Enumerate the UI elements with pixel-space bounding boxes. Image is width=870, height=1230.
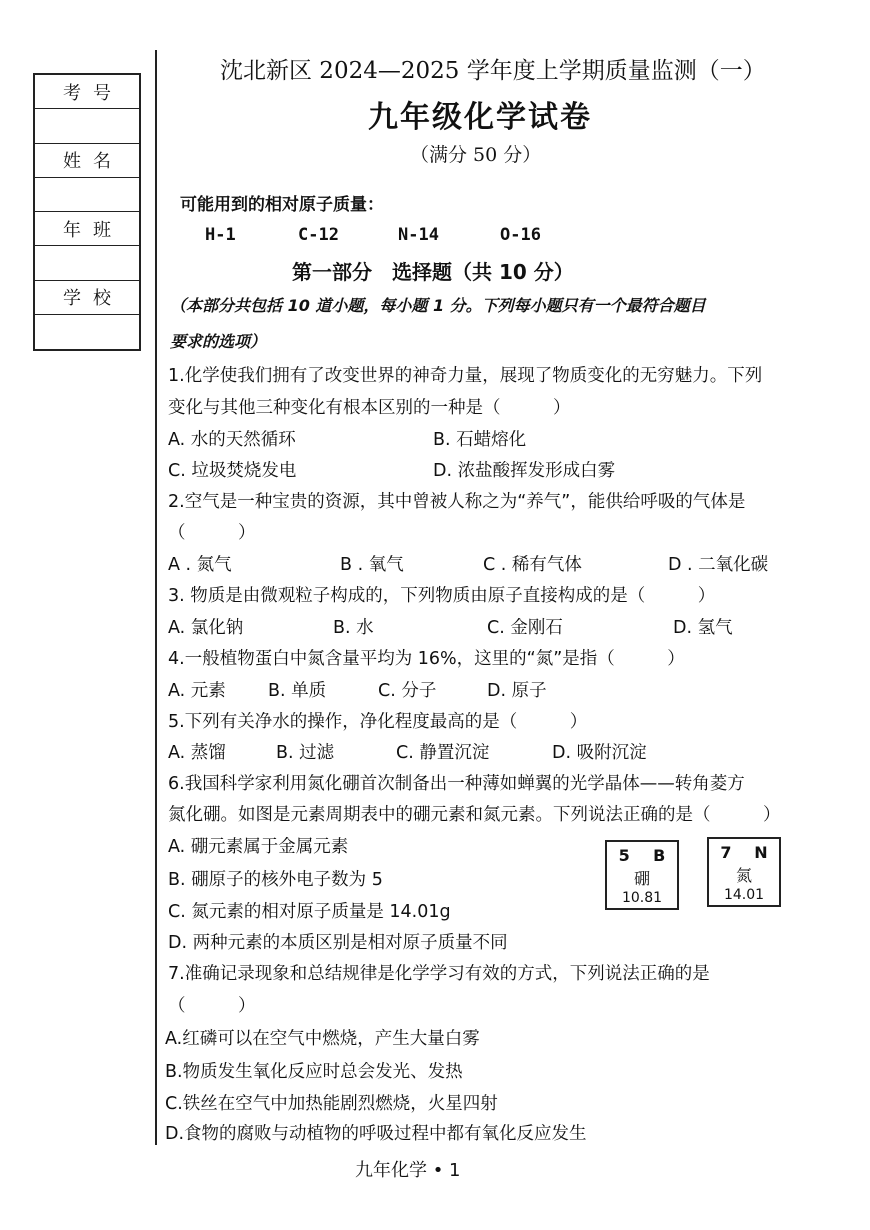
full-score: （满分 50 分） xyxy=(410,144,542,166)
name-label: 姓名 xyxy=(35,144,139,178)
part1-note-line1: （本部分共包括 10 道小题，每小题 1 分。下列每小题只有一个最符合题目 xyxy=(170,296,706,315)
atomic-mass-n: N-14 xyxy=(398,225,439,245)
q5-option-a: A. 蒸馏 xyxy=(168,743,226,763)
nitrogen-symbol: N xyxy=(754,843,768,862)
exam-title: 沈北新区 2024—2025 学年度上学期质量监测（一） xyxy=(220,58,766,84)
nitrogen-mass: 14.01 xyxy=(723,887,765,903)
atomic-mass-o: O-16 xyxy=(500,225,541,245)
part1-title: 第一部分 选择题（共 10 分） xyxy=(292,260,574,284)
exam-number-label: 考号 xyxy=(35,75,139,109)
q1-stem-line1: 1.化学使我们拥有了改变世界的神奇力量，展现了物质变化的无穷魅力。下列 xyxy=(168,366,763,386)
q4-option-a: A. 元素 xyxy=(168,681,226,701)
q7-stem-line1: 7.准确记录现象和总结规律是化学学习有效的方式，下列说法正确的是 xyxy=(168,964,710,984)
class-label: 年班 xyxy=(35,212,139,246)
student-info-box xyxy=(33,73,141,351)
q4-option-c: C. 分子 xyxy=(378,681,437,701)
boron-name: 硼 xyxy=(633,869,650,888)
q1-option-b: B. 石蜡熔化 xyxy=(433,430,527,450)
q7-option-d: D.食物的腐败与动植物的呼吸过程中都有氧化反应发生 xyxy=(165,1124,587,1144)
q6-stem-line2: 氮化硼。如图是元素周期表中的硼元素和氮元素。下列说法正确的是（ ） xyxy=(168,805,781,825)
q7-option-b: B.物质发生氧化反应时总会发光、发热 xyxy=(165,1062,463,1082)
binding-line xyxy=(155,50,157,1145)
q2-option-c: C . 稀有气体 xyxy=(483,555,582,575)
q7-option-c: C.铁丝在空气中加热能剧烈燃烧，火星四射 xyxy=(165,1094,498,1114)
q6-option-c: C. 氮元素的相对原子质量是 14.01g xyxy=(168,902,451,922)
q4-option-b: B. 单质 xyxy=(268,681,327,701)
q3-option-c: C. 金刚石 xyxy=(487,618,563,638)
q2-option-a: A . 氮气 xyxy=(168,555,232,575)
page-footer: 九年化学 • 1 xyxy=(355,1160,461,1181)
q6-stem-line1: 6.我国科学家利用氮化硼首次制备出一种薄如蝉翼的光学晶体——转角菱方 xyxy=(168,774,745,794)
q5-stem: 5.下列有关净水的操作，净化程度最高的是（ ） xyxy=(168,712,588,732)
q1-stem-line2: 变化与其他三种变化有根本区别的一种是（ ） xyxy=(168,398,571,418)
q4-stem: 4.一般植物蛋白中氮含量平均为 16%，这里的“氮”是指（ ） xyxy=(168,649,685,669)
q5-option-d: D. 吸附沉淀 xyxy=(552,743,647,763)
q2-option-d: D . 二氧化碳 xyxy=(668,555,769,575)
atomic-mass-label: 可能用到的相对原子质量： xyxy=(180,195,384,215)
q1-option-c: C. 垃圾焚烧发电 xyxy=(168,461,297,481)
q3-option-b: B. 水 xyxy=(333,618,374,638)
nitrogen-atomic-number: 7 xyxy=(720,843,732,862)
q6-option-a: A. 硼元素属于金属元素 xyxy=(168,837,349,857)
q1-option-d: D. 浓盐酸挥发形成白雾 xyxy=(433,461,616,481)
exam-subtitle: 九年级化学试卷 xyxy=(368,100,592,135)
nitrogen-name: 氮 xyxy=(735,866,752,885)
boron-symbol: B xyxy=(653,846,666,865)
q2-stem-line1: 2.空气是一种宝贵的资源，其中曾被人称之为“养气”，能供给呼吸的气体是 xyxy=(168,492,746,512)
q3-stem: 3. 物质是由微观粒子构成的，下列物质由原子直接构成的是（ ） xyxy=(168,586,716,606)
element-card-nitrogen xyxy=(707,837,781,907)
q3-option-a: A. 氯化钠 xyxy=(168,618,244,638)
q6-option-d: D. 两种元素的本质区别是相对原子质量不同 xyxy=(168,933,508,953)
name-field xyxy=(35,178,139,212)
part1-note-line2: 要求的选项） xyxy=(170,332,267,351)
q7-stem-line2: （ ） xyxy=(168,996,256,1016)
q7-option-a: A.红磷可以在空气中燃烧，产生大量白雾 xyxy=(165,1029,480,1049)
atomic-mass-h: H-1 xyxy=(205,225,236,245)
q3-option-d: D. 氢气 xyxy=(673,618,733,638)
atomic-mass-c: C-12 xyxy=(298,225,339,245)
class-field xyxy=(35,246,139,280)
q2-stem-line2: （ ） xyxy=(168,523,256,543)
q2-option-b: B . 氧气 xyxy=(340,555,404,575)
q5-option-b: B. 过滤 xyxy=(276,743,335,763)
q6-option-b: B. 硼原子的核外电子数为 5 xyxy=(168,870,383,890)
exam-number-field xyxy=(35,109,139,143)
boron-atomic-number: 5 xyxy=(618,846,630,865)
school-field xyxy=(35,315,139,349)
element-card-boron xyxy=(605,840,679,910)
boron-mass: 10.81 xyxy=(621,890,663,906)
q4-option-d: D. 原子 xyxy=(487,681,547,701)
q1-option-a: A. 水的天然循环 xyxy=(168,430,296,450)
school-label: 学校 xyxy=(35,281,139,315)
q5-option-c: C. 静置沉淀 xyxy=(396,743,490,763)
